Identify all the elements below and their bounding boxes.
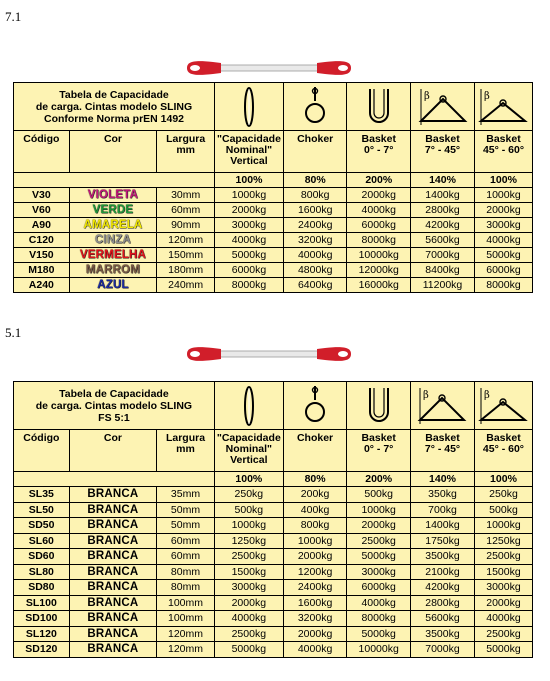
- header-basket-7-45: Basket 7° - 45°: [411, 131, 475, 173]
- capacidade-cell: 2500kg: [214, 549, 283, 565]
- basket-7-45-cell: 5600kg: [411, 611, 475, 627]
- choker-cell: 4800kg: [283, 263, 347, 278]
- codigo-cell: A240: [14, 278, 70, 293]
- header-basket-45-60: Basket 45° - 60°: [474, 430, 532, 472]
- codigo-cell: SD120: [14, 642, 70, 658]
- choker-cell: 6400kg: [283, 278, 347, 293]
- cor-cell: BRANCA: [69, 518, 156, 534]
- basket-45-60-cell: 5000kg: [474, 248, 532, 263]
- choker-cell: 800kg: [283, 518, 347, 534]
- capacidade-cell: 3000kg: [215, 218, 284, 233]
- largura-cell: 60mm: [157, 533, 215, 549]
- basket-angle-lift-icon: [474, 83, 532, 131]
- cor-cell: BRANCA: [69, 580, 156, 596]
- basket-7-45-cell: 7000kg: [411, 642, 475, 658]
- codigo-cell: A90: [14, 218, 70, 233]
- capacidade-cell: 5000kg: [214, 642, 283, 658]
- basket-0-7-cell: 12000kg: [347, 263, 411, 278]
- cor-cell: BRANCA: [69, 642, 156, 658]
- header-largura: Largura mm: [157, 131, 215, 173]
- basket-45-60-cell: 8000kg: [474, 278, 532, 293]
- table-row: [14, 549, 533, 565]
- largura-cell: 30mm: [157, 188, 215, 203]
- basket-7-45-cell: 700kg: [411, 502, 475, 518]
- header-choker: Choker: [283, 430, 347, 472]
- basket-lift-icon: [347, 382, 411, 430]
- table-row: [14, 642, 533, 658]
- choker-cell: 2400kg: [283, 218, 347, 233]
- basket-angle-lift-icon: [411, 83, 475, 131]
- header-largura: Largura mm: [157, 430, 215, 472]
- basket-7-45-cell: 5600kg: [411, 233, 475, 248]
- largura-cell: 100mm: [157, 611, 215, 627]
- codigo-cell: M180: [14, 263, 70, 278]
- header-choker: Choker: [283, 131, 347, 173]
- basket-7-45-cell: 350kg: [411, 487, 475, 503]
- sling-icon: [183, 344, 355, 364]
- choker-cell: 2400kg: [283, 580, 347, 596]
- largura-cell: 180mm: [157, 263, 215, 278]
- basket-7-45-cell: 1400kg: [411, 188, 475, 203]
- percent-spacer: [14, 472, 215, 487]
- capacidade-cell: 2000kg: [214, 595, 283, 611]
- header-basket-7-45: Basket 7° - 45°: [411, 430, 475, 472]
- table-row: [14, 487, 533, 503]
- capacidade-cell: 250kg: [214, 487, 283, 503]
- table-row: [14, 203, 533, 218]
- header-codigo: Código: [14, 131, 70, 173]
- choker-cell: 3200kg: [283, 611, 347, 627]
- header-capacidade: "Capacidade Nominal" Vertical: [215, 131, 284, 173]
- table-row: [14, 611, 533, 627]
- choker-cell: 400kg: [283, 502, 347, 518]
- cor-cell: CINZA: [69, 233, 157, 248]
- percent-cell: 100%: [214, 472, 283, 487]
- svg-text:β: β: [423, 90, 430, 102]
- choker-lift-icon: [283, 382, 347, 430]
- choker-cell: 1600kg: [283, 203, 347, 218]
- basket-7-45-cell: 11200kg: [411, 278, 475, 293]
- table-row: [14, 564, 533, 580]
- codigo-cell: SL80: [14, 564, 70, 580]
- percent-cell: 100%: [215, 173, 284, 188]
- choker-lift-icon: [283, 83, 347, 131]
- basket-7-45-cell: 2800kg: [411, 203, 475, 218]
- basket-0-7-cell: 8000kg: [347, 233, 411, 248]
- basket-45-60-cell: 1000kg: [474, 518, 532, 534]
- largura-cell: 240mm: [157, 278, 215, 293]
- choker-cell: 4000kg: [283, 248, 347, 263]
- svg-text:β: β: [423, 389, 430, 401]
- table-title: Tabela de Capacidade de carga. Cintas modelo SLING Conforme Norma prEN 1492: [14, 83, 215, 131]
- percent-cell: 80%: [283, 173, 347, 188]
- basket-7-45-cell: 8400kg: [411, 263, 475, 278]
- percent-cell: 100%: [474, 173, 532, 188]
- capacidade-cell: 4000kg: [215, 233, 284, 248]
- percent-cell: 100%: [474, 472, 532, 487]
- percent-cell: 200%: [347, 173, 411, 188]
- basket-0-7-cell: 2000kg: [347, 188, 411, 203]
- basket-45-60-cell: 4000kg: [474, 611, 532, 627]
- largura-cell: 150mm: [157, 248, 215, 263]
- largura-cell: 35mm: [157, 487, 215, 503]
- choker-cell: 200kg: [283, 487, 347, 503]
- sling-icon: [183, 58, 355, 78]
- cor-cell: AZUL: [69, 278, 157, 293]
- largura-cell: 90mm: [157, 218, 215, 233]
- basket-7-45-cell: 2100kg: [411, 564, 475, 580]
- capacidade-cell: 5000kg: [215, 248, 284, 263]
- choker-cell: 2000kg: [283, 626, 347, 642]
- largura-cell: 120mm: [157, 642, 215, 658]
- cor-cell: BRANCA: [69, 564, 156, 580]
- basket-7-45-cell: 7000kg: [411, 248, 475, 263]
- percent-cell: 200%: [347, 472, 411, 487]
- cor-cell: BRANCA: [69, 626, 156, 642]
- table-row: [14, 533, 533, 549]
- codigo-cell: V60: [14, 203, 70, 218]
- basket-0-7-cell: 2500kg: [347, 533, 411, 549]
- basket-0-7-cell: 6000kg: [347, 580, 411, 596]
- basket-45-60-cell: 2500kg: [474, 549, 532, 565]
- largura-cell: 50mm: [157, 518, 215, 534]
- basket-45-60-cell: 6000kg: [474, 263, 532, 278]
- largura-cell: 120mm: [157, 626, 215, 642]
- cor-cell: BRANCA: [69, 549, 156, 565]
- table-row: [14, 248, 533, 263]
- table-row: [14, 278, 533, 293]
- basket-45-60-cell: 1000kg: [474, 188, 532, 203]
- codigo-cell: SD100: [14, 611, 70, 627]
- table-row: [14, 595, 533, 611]
- basket-45-60-cell: 2000kg: [474, 595, 532, 611]
- basket-0-7-cell: 10000kg: [347, 248, 411, 263]
- table-row: [14, 626, 533, 642]
- cor-cell: BRANCA: [69, 533, 156, 549]
- basket-7-45-cell: 1400kg: [411, 518, 475, 534]
- capacidade-cell: 3000kg: [214, 580, 283, 596]
- percent-cell: 140%: [411, 472, 475, 487]
- basket-7-45-cell: 2800kg: [411, 595, 475, 611]
- table-row: [14, 233, 533, 248]
- cor-cell: BRANCA: [69, 611, 156, 627]
- basket-angle-lift-icon: [474, 382, 532, 430]
- basket-lift-icon: [347, 83, 411, 131]
- header-cor: Cor: [69, 430, 156, 472]
- cor-cell: BRANCA: [69, 502, 156, 518]
- basket-angle-lift-icon: [411, 382, 475, 430]
- table-row: [14, 218, 533, 233]
- basket-0-7-cell: 8000kg: [347, 611, 411, 627]
- percent-cell: 140%: [411, 173, 475, 188]
- basket-0-7-cell: 10000kg: [347, 642, 411, 658]
- svg-text:β: β: [484, 90, 491, 102]
- largura-cell: 60mm: [157, 203, 215, 218]
- vertical-lift-icon: [215, 83, 284, 131]
- cor-cell: AMARELA: [69, 218, 157, 233]
- codigo-cell: SD60: [14, 549, 70, 565]
- basket-0-7-cell: 4000kg: [347, 203, 411, 218]
- basket-0-7-cell: 5000kg: [347, 626, 411, 642]
- percent-cell: 80%: [283, 472, 347, 487]
- largura-cell: 80mm: [157, 564, 215, 580]
- capacidade-cell: 8000kg: [215, 278, 284, 293]
- header-cor: Cor: [69, 131, 157, 173]
- capacidade-cell: 2000kg: [215, 203, 284, 218]
- largura-cell: 100mm: [157, 595, 215, 611]
- choker-cell: 3200kg: [283, 233, 347, 248]
- codigo-cell: SL60: [14, 533, 70, 549]
- cor-cell: VERDE: [69, 203, 157, 218]
- codigo-cell: SL100: [14, 595, 70, 611]
- basket-45-60-cell: 250kg: [474, 487, 532, 503]
- capacidade-cell: 1000kg: [215, 188, 284, 203]
- table-row: [14, 502, 533, 518]
- cor-cell: VIOLETA: [69, 188, 157, 203]
- basket-0-7-cell: 1000kg: [347, 502, 411, 518]
- codigo-cell: C120: [14, 233, 70, 248]
- basket-7-45-cell: 3500kg: [411, 549, 475, 565]
- table-row: [14, 188, 533, 203]
- capacidade-cell: 1250kg: [214, 533, 283, 549]
- basket-7-45-cell: 4200kg: [411, 218, 475, 233]
- basket-45-60-cell: 1250kg: [474, 533, 532, 549]
- choker-cell: 4000kg: [283, 642, 347, 658]
- basket-45-60-cell: 4000kg: [474, 233, 532, 248]
- header-basket-0-7: Basket 0° - 7°: [347, 430, 411, 472]
- table-title: Tabela de Capacidade de carga. Cintas modelo SLING FS 5:1: [14, 382, 215, 430]
- cor-cell: BRANCA: [69, 595, 156, 611]
- basket-45-60-cell: 500kg: [474, 502, 532, 518]
- capacidade-cell: 2500kg: [214, 626, 283, 642]
- largura-cell: 50mm: [157, 502, 215, 518]
- percent-spacer: [14, 173, 215, 188]
- basket-0-7-cell: 6000kg: [347, 218, 411, 233]
- capacidade-cell: 500kg: [214, 502, 283, 518]
- codigo-cell: V150: [14, 248, 70, 263]
- basket-0-7-cell: 4000kg: [347, 595, 411, 611]
- codigo-cell: SD50: [14, 518, 70, 534]
- header-basket-0-7: Basket 0° - 7°: [347, 131, 411, 173]
- codigo-cell: V30: [14, 188, 70, 203]
- basket-45-60-cell: 3000kg: [474, 218, 532, 233]
- codigo-cell: SL35: [14, 487, 70, 503]
- cor-cell: MARROM: [69, 263, 157, 278]
- section-label: 5.1: [5, 325, 22, 340]
- cor-cell: VERMELHA: [69, 248, 157, 263]
- capacidade-cell: 1000kg: [214, 518, 283, 534]
- cor-cell: BRANCA: [69, 487, 156, 503]
- basket-45-60-cell: 2500kg: [474, 626, 532, 642]
- capacidade-cell: 1500kg: [214, 564, 283, 580]
- basket-0-7-cell: 5000kg: [347, 549, 411, 565]
- basket-7-45-cell: 3500kg: [411, 626, 475, 642]
- header-capacidade: "Capacidade Nominal" Vertical: [214, 430, 283, 472]
- basket-0-7-cell: 500kg: [347, 487, 411, 503]
- basket-45-60-cell: 2000kg: [474, 203, 532, 218]
- basket-45-60-cell: 3000kg: [474, 580, 532, 596]
- svg-text:β: β: [484, 389, 491, 401]
- choker-cell: 2000kg: [283, 549, 347, 565]
- choker-cell: 1200kg: [283, 564, 347, 580]
- codigo-cell: SD80: [14, 580, 70, 596]
- choker-cell: 1600kg: [283, 595, 347, 611]
- choker-cell: 1000kg: [283, 533, 347, 549]
- basket-7-45-cell: 4200kg: [411, 580, 475, 596]
- table-row: [14, 263, 533, 278]
- basket-45-60-cell: 5000kg: [474, 642, 532, 658]
- table-row: [14, 518, 533, 534]
- basket-0-7-cell: 3000kg: [347, 564, 411, 580]
- section-label: 7.1: [5, 9, 22, 24]
- header-basket-45-60: Basket 45° - 60°: [474, 131, 532, 173]
- table-row: [14, 580, 533, 596]
- capacidade-cell: 6000kg: [215, 263, 284, 278]
- header-codigo: Código: [14, 430, 70, 472]
- choker-cell: 800kg: [283, 188, 347, 203]
- codigo-cell: SL120: [14, 626, 70, 642]
- codigo-cell: SL50: [14, 502, 70, 518]
- capacidade-cell: 4000kg: [214, 611, 283, 627]
- basket-0-7-cell: 2000kg: [347, 518, 411, 534]
- largura-cell: 80mm: [157, 580, 215, 596]
- vertical-lift-icon: [214, 382, 283, 430]
- capacity-table-sling-pren1492: [13, 82, 533, 293]
- largura-cell: 120mm: [157, 233, 215, 248]
- basket-45-60-cell: 1500kg: [474, 564, 532, 580]
- basket-0-7-cell: 16000kg: [347, 278, 411, 293]
- largura-cell: 60mm: [157, 549, 215, 565]
- basket-7-45-cell: 1750kg: [411, 533, 475, 549]
- capacity-table-sling-fs51: [13, 381, 533, 658]
